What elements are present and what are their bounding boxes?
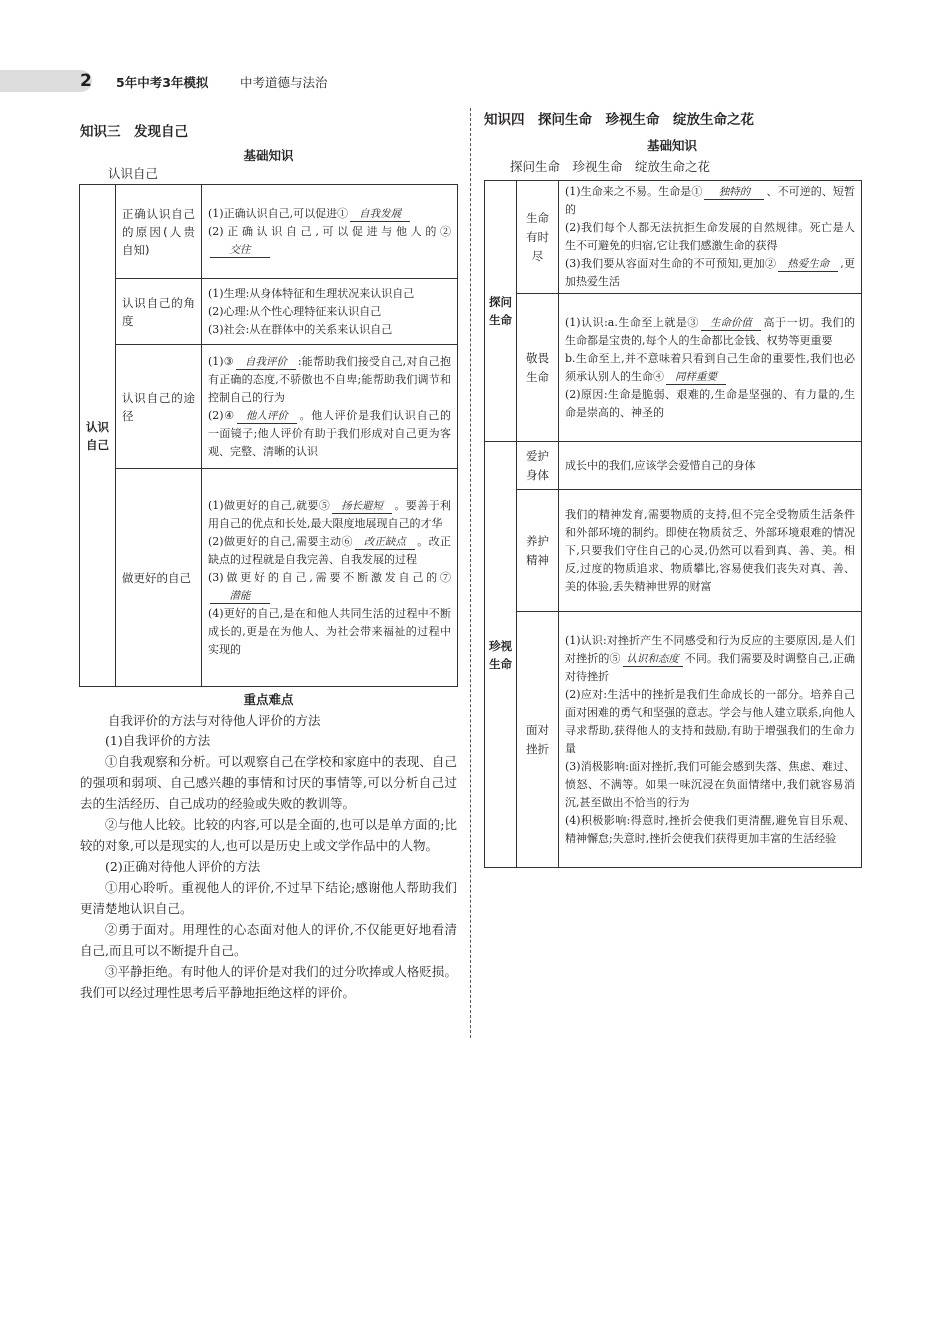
line-text: (1)做更好的自己,就要⑤ [208, 498, 331, 512]
line-text: (3)消极影响:面对挫折,我们可能会感到失落、焦虑、难过、愤怒、不满等。如果一味沉浸在负面情绪中,我们就容易消沉,甚至做出不恰当的行为 [565, 759, 855, 809]
line-text: (1)③ [208, 354, 234, 368]
answer-blank: 认识和态度 [623, 652, 683, 667]
key-subtitle: 自我评价的方法与对待他人评价的方法 [108, 713, 321, 728]
row-label: 爱护身体 [517, 442, 559, 490]
paragraph: ②与他人比较。比较的内容,可以是全面的,也可以是单方面的;比较的对象,可以是现实的人,也可以是历史上或文学作品中的人物。 [80, 817, 457, 853]
line-text: (2)心理:从个性心理特征来认识自己 [208, 304, 382, 318]
line-text: 不同。我们需要及时调整自己,正确对待挫折 [565, 651, 856, 683]
row-label: 认识自己的途径 [116, 345, 202, 469]
line-text: (2)我们每个人都无法抗拒生命发展的自然规律。死亡是人生不可避免的归宿,它让我们感激生命的获得 [565, 221, 855, 252]
line-text: 。他人评价是我们认识自己的一面镜子;他人评价有助于我们形成对自己更为客观、完整、清晰的认识 [208, 408, 451, 458]
line-text: (4)更好的自己,是在和他人共同生活的过程中不断成长的,更是在为他人、为社会带来福祉的过程中实现的 [208, 606, 451, 656]
row-content [202, 279, 458, 345]
line-text: (1)生理:从身体特征和生理状况来认识自己 [208, 286, 415, 300]
content-line [565, 350, 855, 386]
row-label: 敬畏生命 [517, 294, 559, 442]
line-text: (3)做更好的自己,需要不断激发自己的⑦ [208, 570, 451, 584]
answer-blank: 改正缺点 [355, 535, 415, 550]
paragraph: ③平静拒绝。有时他人的评价是对我们的过分吹捧或人格贬损。我们可以经过理性思考后平静地拒绝这样的评价。 [80, 964, 457, 1000]
key-heading: 重点难点 [243, 692, 294, 707]
line-text: (3)我们要从容面对生命的不可预知,更加② [565, 257, 777, 270]
basic-heading-right: 基础知识 [646, 138, 697, 153]
row-content [202, 469, 458, 687]
table-row [485, 442, 862, 490]
content-line [565, 457, 855, 475]
row-content [202, 185, 458, 279]
line-text: (2)做更好的自己,需要主动⑥ [208, 534, 353, 548]
row-label: 生命有时尽 [517, 181, 559, 294]
line-text: (1)正确认识自己,可以促进① [208, 206, 349, 220]
line-text: (3)社会:从在群体中的关系来认识自己 [208, 322, 393, 336]
content-line [565, 314, 855, 350]
content-line [208, 407, 451, 461]
content-line [208, 205, 451, 223]
line-text: (4)积极影响:得意时,挫折会使我们更清醒,避免盲目乐观、精神懈怠;失意时,挫折会使我们获得更加丰富的生活经验 [565, 813, 855, 845]
book-title: 5年中考3年模拟 [116, 75, 209, 90]
topic-left: 认识自己 [108, 166, 159, 181]
content-line [565, 219, 855, 255]
content-line [208, 569, 451, 605]
line-text: 。改正缺点的过程就是自我完善、自我发展的过程 [208, 534, 452, 566]
content-line [208, 533, 451, 569]
line-text: 成长中的我们,应该学会爱惜自己的身体 [565, 458, 756, 472]
section-title-right: 知识四 探问生命 珍视生命 绽放生命之花 [484, 112, 754, 128]
row-content [202, 345, 458, 469]
line-text: 、不可逆的、短暂的 [565, 185, 855, 216]
basic-heading-left: 基础知识 [243, 148, 294, 163]
content-line [565, 686, 855, 758]
line-text: b.生命至上,并不意味着只看到自己生命的重要性,我们也必须承认别人的生命④ [565, 351, 855, 383]
content-line [565, 386, 855, 422]
line-text: (2)④ [208, 408, 235, 422]
row-content [559, 442, 862, 490]
answer-blank: 自我评价 [236, 355, 296, 370]
line-text: 。要善于利用自己的优点和长处,最大限度地展现自己的才华 [208, 498, 452, 530]
subject-title: 中考道德与法治 [240, 75, 328, 90]
answer-blank: 潜能 [210, 589, 270, 604]
content-line [208, 497, 451, 533]
category-cell: 探问生命 [485, 181, 517, 442]
content-line [208, 223, 451, 259]
line-text: (1)认识:a.生命至上就是③ [565, 315, 699, 329]
line-text: (1)生命来之不易。生命是① [565, 185, 703, 198]
key-body [80, 730, 457, 1003]
answer-blank: 交往 [210, 243, 270, 258]
line-text: (2)正确认识自己,可以促进与他人的② [208, 224, 451, 238]
page-number: 2 [80, 71, 92, 91]
table-row [485, 181, 862, 294]
answer-blank: 独特的 [704, 185, 764, 200]
row-label: 面对挫折 [517, 612, 559, 868]
answer-blank: 他人评价 [237, 409, 297, 424]
table-row [80, 185, 458, 279]
table-row [80, 345, 458, 469]
category-cell: 珍视生命 [485, 442, 517, 868]
line-text: (2)原因:生命是脆弱、艰难的,生命是坚强的、有力量的,生命是崇高的、神圣的 [565, 387, 855, 419]
answer-blank: 生命价值 [701, 316, 761, 331]
content-line [565, 183, 855, 219]
line-text: 高于一切。我们的生命都是宝贵的,每个人的生命都比金钱、权势等更重要 [565, 315, 856, 347]
table-row [485, 490, 862, 612]
row-label: 正确认识自己的原因(人贵自知) [116, 185, 202, 279]
content-line [208, 321, 451, 339]
category-cell: 认识自己 [80, 185, 116, 687]
line-text: (2)应对:生活中的挫折是我们生命成长的一部分。培养自己面对困难的勇气和坚强的意志。学会与他人建立联系,向他人寻求帮助,获得他人的支持和鼓励,有助于增强我们的生命力量 [565, 687, 855, 755]
answer-blank: 热爱生命 [778, 257, 838, 272]
answer-blank: 同样重要 [666, 370, 726, 385]
table-row [485, 294, 862, 442]
knowledge-table-right [484, 180, 862, 868]
knowledge-table-left [79, 184, 458, 687]
paragraph: ①用心聆听。重视他人的评价,不过早下结论;感谢他人帮助我们更清楚地认识自己。 [80, 880, 457, 916]
line-text: ,更加热爱生活 [565, 257, 856, 288]
header-page-tab [0, 70, 92, 92]
paragraph: ②勇于面对。用理性的心态面对他人的评价,不仅能更好地看清自己,而且可以不断提升自己。 [80, 922, 457, 958]
content-line [208, 605, 451, 659]
content-line [565, 812, 855, 848]
topic-right: 探问生命 珍视生命 绽放生命之花 [510, 159, 711, 174]
line-text: (1)认识:对挫折产生不同感受和行为反应的主要原因,是人们对挫折的⑤ [565, 633, 855, 665]
row-content [559, 181, 862, 294]
column-divider [470, 108, 471, 1038]
paragraph: ①自我观察和分析。可以观察自己在学校和家庭中的表现、自己的强项和弱项、自己感兴趣的事情和讨厌的事情等,可以分析自己过去的生活经历、自己成功的经验或失败的教训等。 [80, 754, 457, 811]
content-line [208, 285, 451, 303]
row-label: 认识自己的角度 [116, 279, 202, 345]
row-content [559, 490, 862, 612]
line-text: 我们的精神发育,需要物质的支持,但不完全受物质生活条件和外部环境的制约。即使在物质贫乏、外部环境艰难的情况下,只要我们守住自己的心灵,仍然可以看到真、善、美。相反,过度的物质追求、物质攀比,容易使我们丧失对真、善、美的体验,丢失精神世界的财富 [565, 507, 855, 593]
row-label: 做更好的自己 [116, 469, 202, 687]
content-line [565, 506, 855, 596]
table-row [485, 612, 862, 868]
section-title-left: 知识三 发现自己 [80, 124, 188, 140]
answer-blank: 自我发展 [350, 207, 410, 222]
row-content [559, 294, 862, 442]
paragraph: (1)自我评价的方法 [105, 733, 211, 748]
content-line [565, 632, 855, 686]
content-line [565, 758, 855, 812]
row-label: 养护精神 [517, 490, 559, 612]
table-row [80, 469, 458, 687]
content-line [208, 303, 451, 321]
table-row [80, 279, 458, 345]
paragraph: (2)正确对待他人评价的方法 [105, 859, 261, 874]
content-line [565, 255, 855, 291]
content-line [208, 353, 451, 407]
answer-blank: 扬长避短 [332, 499, 392, 514]
line-text: :能帮助我们接受自己,对自己抱有正确的态度,不骄傲也不自卑;能帮助我们调节和控制自己的行为 [208, 354, 452, 404]
row-content [559, 612, 862, 868]
